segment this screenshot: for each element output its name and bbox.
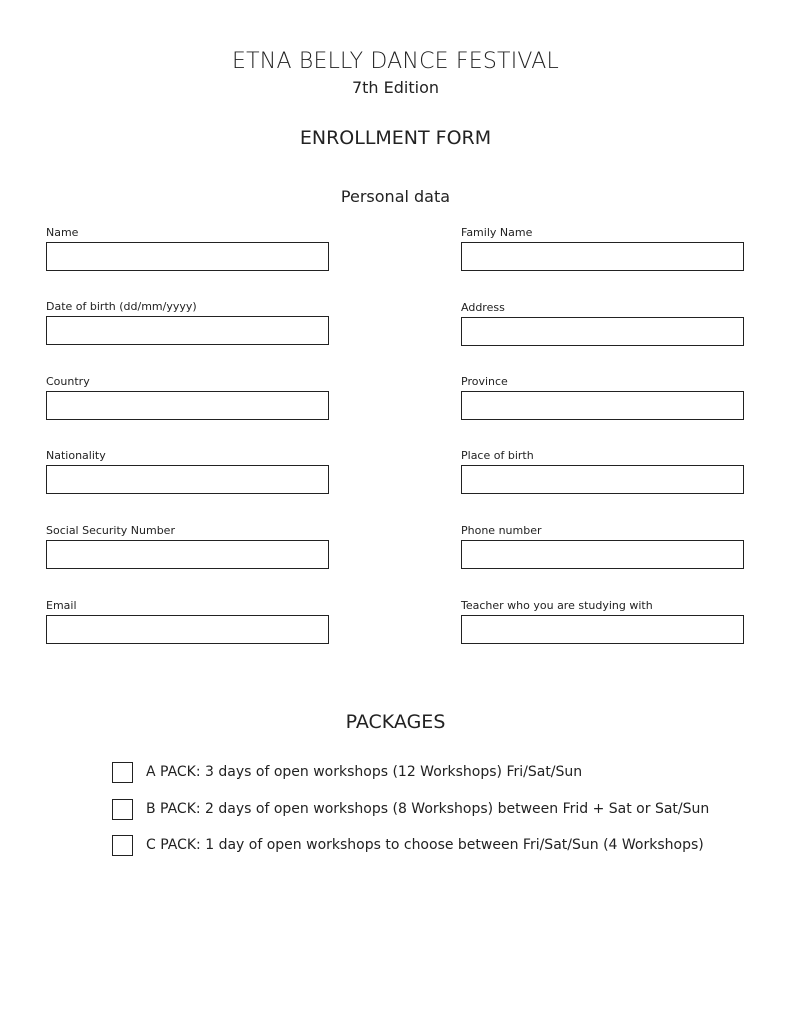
date-of-birth-field[interactable] — [46, 316, 329, 345]
address-label: Address — [461, 301, 505, 314]
packages-heading: PACKAGES — [345, 711, 446, 733]
social-security-field[interactable] — [46, 540, 329, 569]
place-of-birth-label: Place of birth — [461, 449, 534, 462]
name-field[interactable] — [46, 242, 329, 271]
email-field-group — [46, 599, 329, 644]
place-of-birth-field-group — [461, 449, 744, 494]
edition-subtitle: 7th Edition — [351, 78, 440, 97]
place-of-birth-field[interactable] — [461, 465, 744, 494]
address-field-group — [461, 301, 744, 346]
social-security-label: Social Security Number — [46, 524, 175, 537]
package-b-checkbox[interactable] — [112, 799, 133, 820]
phone-number-field[interactable] — [461, 540, 744, 569]
address-field[interactable] — [461, 317, 744, 346]
package-a-label: A PACK: 3 days of open workshops (12 Workshops) Fri/Sat/Sun — [146, 764, 583, 780]
phone-number-label: Phone number — [461, 524, 542, 537]
province-label: Province — [461, 375, 508, 388]
phone-number-field-group — [461, 524, 744, 569]
family-name-label: Family Name — [461, 226, 533, 239]
family-name-field-group — [461, 226, 744, 271]
package-a-checkbox[interactable] — [112, 762, 133, 783]
package-c-checkbox[interactable] — [112, 835, 133, 856]
province-field-group — [461, 375, 744, 420]
package-b-label: B PACK: 2 days of open workshops (8 Workshops) between Frid + Sat or Sat/Sun — [146, 801, 710, 817]
name-label: Name — [46, 226, 79, 239]
name-field-group — [46, 226, 329, 271]
festival-title: ETNA BELLY DANCE FESTIVAL — [232, 49, 559, 74]
nationality-field[interactable] — [46, 465, 329, 494]
family-name-field[interactable] — [461, 242, 744, 271]
date-of-birth-label: Date of birth (dd/mm/yyyy) — [46, 300, 197, 313]
form-title: ENROLLMENT FORM — [299, 127, 492, 149]
province-field[interactable] — [461, 391, 744, 420]
teacher-label: Teacher who you are studying with — [461, 599, 653, 612]
nationality-field-group — [46, 449, 329, 494]
package-option-a[interactable] — [112, 761, 582, 783]
country-label: Country — [46, 375, 90, 388]
date-of-birth-field-group — [46, 300, 329, 345]
country-field-group — [46, 375, 329, 420]
teacher-field[interactable] — [461, 615, 744, 644]
nationality-label: Nationality — [46, 449, 106, 462]
package-c-label: C PACK: 1 day of open workshops to choose between Fri/Sat/Sun (4 Workshops) — [146, 837, 704, 853]
package-option-c[interactable] — [112, 834, 704, 856]
country-field[interactable] — [46, 391, 329, 420]
email-label: Email — [46, 599, 77, 612]
social-security-field-group — [46, 524, 329, 569]
email-field[interactable] — [46, 615, 329, 644]
personal-data-heading: Personal data — [340, 187, 451, 206]
teacher-field-group — [461, 599, 744, 644]
package-option-b[interactable] — [112, 798, 709, 820]
